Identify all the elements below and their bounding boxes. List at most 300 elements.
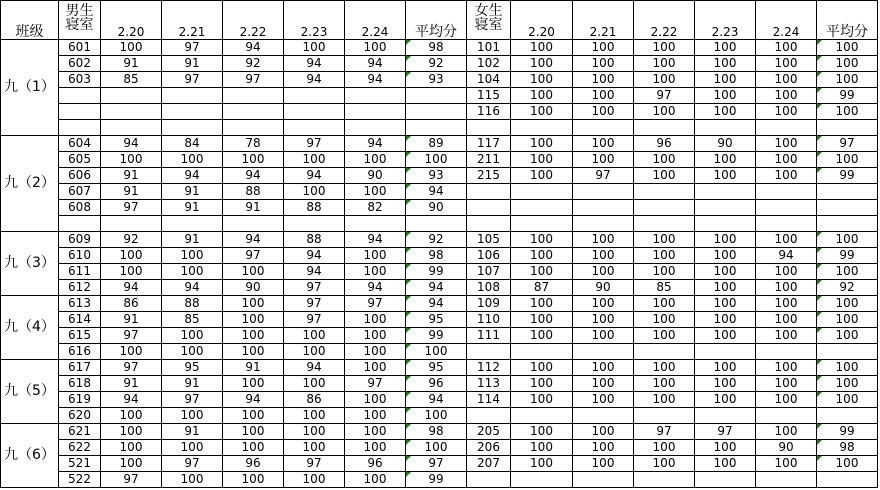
boys-average-cell: 98 [406,248,467,264]
girls-score-cell: 100 [573,136,634,152]
boys-score-cell: 100 [223,264,284,280]
boys-average-cell: 89 [406,136,467,152]
girls-room-cell: 112 [467,360,511,376]
girls-average-cell: 100 [817,328,878,344]
girls-score-cell: 90 [573,280,634,296]
girls-score-cell: 100 [756,392,817,408]
girls-score-cell: 100 [573,312,634,328]
boys-average-cell: 93 [406,72,467,88]
boys-room-cell: 605 [59,152,101,168]
header-girls-room [467,1,511,40]
girls-average-cell: 100 [817,232,878,248]
boys-score-cell: 100 [162,328,223,344]
header-average-boys: 平均分 [406,1,467,40]
boys-room-cell [59,120,101,136]
boys-score-cell: 100 [101,440,162,456]
girls-average-cell: 100 [817,392,878,408]
boys-score-cell: 91 [162,200,223,216]
girls-score-cell: 100 [756,328,817,344]
girls-room-cell: 108 [467,280,511,296]
girls-score-cell: 100 [634,232,695,248]
header-row [1,1,878,40]
girls-score-cell: 100 [573,424,634,440]
boys-score-cell [223,120,284,136]
boys-room-cell: 618 [59,376,101,392]
girls-score-cell: 100 [511,104,573,120]
boys-room-cell [59,104,101,120]
boys-average-cell: 94 [406,184,467,200]
boys-score-cell: 94 [345,136,406,152]
boys-average-cell: 90 [406,200,467,216]
girls-score-cell: 100 [511,424,573,440]
girls-average-cell [817,184,878,200]
boys-score-cell: 100 [223,376,284,392]
girls-room-cell: 116 [467,104,511,120]
boys-average-cell: 100 [406,344,467,360]
girls-score-cell [634,344,695,360]
table-row [1,472,878,488]
girls-score-cell: 100 [573,264,634,280]
table-row [1,88,878,104]
boys-score-cell: 97 [101,360,162,376]
girls-score-cell [695,344,756,360]
boys-score-cell: 91 [162,376,223,392]
boys-score-cell: 94 [223,40,284,56]
girls-score-cell [695,200,756,216]
girls-room-cell: 111 [467,328,511,344]
girls-average-cell: 99 [817,88,878,104]
class-cell: 九（3） [1,232,59,296]
boys-score-cell: 91 [223,360,284,376]
header-average-girls: 平均分 [817,1,878,40]
girls-score-cell: 100 [573,296,634,312]
table-row [1,392,878,408]
boys-average-cell: 92 [406,232,467,248]
girls-score-cell: 100 [695,248,756,264]
boys-score-cell: 100 [223,328,284,344]
boys-score-cell [162,104,223,120]
girls-room-cell: 110 [467,312,511,328]
girls-room-cell: 215 [467,168,511,184]
header-date-b3: 2.22 [223,1,284,40]
girls-room-cell: 114 [467,392,511,408]
boys-score-cell: 94 [284,56,345,72]
table-row [1,456,878,472]
table-row [1,216,878,232]
girls-score-cell: 100 [573,248,634,264]
girls-average-cell [817,344,878,360]
girls-score-cell: 100 [756,104,817,120]
boys-room-cell: 604 [59,136,101,152]
girls-score-cell [573,120,634,136]
girls-score-cell: 100 [511,232,573,248]
boys-score-cell: 100 [284,344,345,360]
girls-score-cell: 100 [756,296,817,312]
boys-score-cell [284,120,345,136]
table-row [1,328,878,344]
boys-score-cell: 100 [223,408,284,424]
boys-score-cell: 100 [345,440,406,456]
girls-score-cell: 100 [511,40,573,56]
header-class: 班级 [1,1,59,40]
girls-score-cell: 100 [756,72,817,88]
girls-score-cell: 97 [695,424,756,440]
girls-room-cell: 205 [467,424,511,440]
girls-room-cell: 104 [467,72,511,88]
boys-room-cell: 614 [59,312,101,328]
boys-score-cell: 95 [162,360,223,376]
boys-score-cell: 100 [223,472,284,488]
girls-score-cell [695,184,756,200]
boys-score-cell: 91 [101,168,162,184]
boys-room-cell: 616 [59,344,101,360]
girls-room-cell: 106 [467,248,511,264]
boys-score-cell: 91 [101,184,162,200]
boys-score-cell [101,88,162,104]
boys-room-cell: 619 [59,392,101,408]
girls-score-cell: 100 [756,280,817,296]
table-row [1,200,878,216]
boys-room-cell: 521 [59,456,101,472]
girls-score-cell [756,344,817,360]
boys-score-cell: 100 [223,152,284,168]
girls-room-cell [467,344,511,360]
girls-score-cell: 100 [634,56,695,72]
boys-room-cell [59,216,101,232]
girls-score-cell: 100 [695,168,756,184]
boys-score-cell: 97 [284,136,345,152]
boys-score-cell: 86 [284,392,345,408]
girls-score-cell: 87 [511,280,573,296]
girls-room-cell: 102 [467,56,511,72]
girls-score-cell: 100 [634,248,695,264]
boys-score-cell: 97 [101,328,162,344]
boys-score-cell: 97 [345,296,406,312]
girls-score-cell: 100 [634,168,695,184]
girls-score-cell [756,120,817,136]
boys-score-cell: 100 [345,248,406,264]
boys-score-cell [101,216,162,232]
girls-score-cell: 100 [511,88,573,104]
boys-score-cell: 100 [162,344,223,360]
table-row [1,120,878,136]
girls-score-cell: 100 [511,72,573,88]
girls-score-cell [695,408,756,424]
boys-score-cell: 100 [345,312,406,328]
boys-score-cell: 94 [345,280,406,296]
boys-score-cell: 97 [284,280,345,296]
boys-score-cell: 90 [345,168,406,184]
class-cell: 九（6） [1,424,59,488]
boys-score-cell: 100 [223,344,284,360]
girls-score-cell: 100 [511,376,573,392]
boys-score-cell: 94 [345,232,406,248]
girls-score-cell [511,200,573,216]
boys-score-cell [345,216,406,232]
girls-room-cell [467,472,511,488]
table-row [1,280,878,296]
boys-score-cell: 94 [284,360,345,376]
girls-score-cell [511,184,573,200]
boys-score-cell: 97 [162,40,223,56]
boys-room-cell [59,88,101,104]
girls-average-cell: 97 [817,136,878,152]
girls-score-cell: 100 [511,440,573,456]
girls-room-cell: 207 [467,456,511,472]
boys-score-cell: 100 [345,40,406,56]
girls-score-cell: 100 [573,56,634,72]
girls-score-cell [511,216,573,232]
boys-room-cell: 622 [59,440,101,456]
boys-score-cell [284,216,345,232]
boys-score-cell: 100 [101,248,162,264]
boys-average-cell: 97 [406,456,467,472]
boys-score-cell: 97 [162,456,223,472]
girls-room-cell: 107 [467,264,511,280]
boys-room-cell: 608 [59,200,101,216]
girls-average-cell: 100 [817,312,878,328]
girls-average-cell: 100 [817,376,878,392]
boys-score-cell: 88 [284,232,345,248]
girls-score-cell [756,184,817,200]
table-row [1,72,878,88]
header-boys-room-text: 男生 寝室 [65,3,94,33]
girls-score-cell: 100 [695,328,756,344]
header-date-g3: 2.22 [634,1,695,40]
table-row [1,408,878,424]
boys-score-cell: 100 [345,152,406,168]
girls-score-cell: 100 [756,264,817,280]
girls-score-cell: 100 [634,104,695,120]
girls-average-cell: 100 [817,152,878,168]
boys-average-cell [406,120,467,136]
boys-average-cell: 92 [406,56,467,72]
boys-score-cell: 100 [101,264,162,280]
boys-score-cell [345,104,406,120]
girls-score-cell: 100 [695,392,756,408]
boys-score-cell: 97 [284,296,345,312]
girls-score-cell [511,408,573,424]
boys-score-cell: 82 [345,200,406,216]
girls-score-cell: 100 [695,456,756,472]
boys-score-cell: 100 [284,376,345,392]
boys-average-cell: 93 [406,168,467,184]
girls-score-cell: 97 [634,88,695,104]
boys-score-cell: 78 [223,136,284,152]
girls-score-cell: 100 [634,440,695,456]
boys-score-cell [223,216,284,232]
boys-score-cell: 90 [223,280,284,296]
boys-score-cell: 100 [284,328,345,344]
boys-score-cell [162,216,223,232]
class-cell: 九（2） [1,136,59,232]
boys-score-cell: 91 [162,424,223,440]
girls-score-cell: 100 [634,72,695,88]
boys-score-cell: 100 [345,264,406,280]
girls-room-cell: 117 [467,136,511,152]
boys-score-cell [284,104,345,120]
girls-room-cell [467,184,511,200]
boys-score-cell: 100 [101,40,162,56]
girls-score-cell: 100 [695,104,756,120]
girls-score-cell: 100 [756,56,817,72]
boys-score-cell: 100 [284,424,345,440]
girls-room-cell: 206 [467,440,511,456]
boys-score-cell: 97 [101,472,162,488]
girls-score-cell: 100 [511,152,573,168]
boys-score-cell: 88 [223,184,284,200]
boys-score-cell: 94 [284,248,345,264]
boys-score-cell: 100 [345,184,406,200]
boys-score-cell: 100 [345,392,406,408]
girls-average-cell: 98 [817,440,878,456]
girls-room-cell: 105 [467,232,511,248]
boys-score-cell: 91 [162,232,223,248]
boys-average-cell: 95 [406,312,467,328]
girls-score-cell: 100 [634,40,695,56]
girls-score-cell: 100 [511,312,573,328]
boys-score-cell: 97 [284,312,345,328]
boys-score-cell [223,88,284,104]
boys-score-cell [162,88,223,104]
girls-score-cell: 100 [634,264,695,280]
boys-score-cell: 100 [284,408,345,424]
boys-score-cell: 100 [101,456,162,472]
boys-room-cell: 610 [59,248,101,264]
girls-score-cell [634,216,695,232]
boys-score-cell [162,120,223,136]
girls-score-cell: 100 [511,136,573,152]
girls-score-cell: 85 [634,280,695,296]
boys-score-cell [101,104,162,120]
girls-average-cell: 100 [817,104,878,120]
girls-score-cell: 100 [511,360,573,376]
girls-score-cell: 100 [573,40,634,56]
boys-score-cell: 84 [162,136,223,152]
girls-score-cell: 100 [511,248,573,264]
boys-score-cell: 94 [101,392,162,408]
girls-score-cell: 100 [756,152,817,168]
girls-room-cell: 115 [467,88,511,104]
boys-average-cell: 94 [406,392,467,408]
girls-score-cell: 100 [756,136,817,152]
boys-average-cell [406,216,467,232]
boys-score-cell: 91 [101,376,162,392]
girls-average-cell: 99 [817,168,878,184]
girls-score-cell: 100 [695,360,756,376]
girls-average-cell: 99 [817,248,878,264]
girls-score-cell: 100 [573,72,634,88]
boys-score-cell: 100 [345,408,406,424]
boys-score-cell [223,104,284,120]
girls-average-cell: 100 [817,360,878,376]
header-girls-room-text: 女生 寝室 [474,3,503,33]
girls-score-cell: 100 [756,88,817,104]
girls-score-cell [756,200,817,216]
boys-score-cell: 91 [162,56,223,72]
table-row [1,248,878,264]
boys-score-cell: 94 [284,168,345,184]
girls-room-cell: 113 [467,376,511,392]
boys-average-cell: 99 [406,264,467,280]
girls-room-cell: 211 [467,152,511,168]
table-row [1,424,878,440]
boys-score-cell: 94 [223,168,284,184]
boys-room-cell: 617 [59,360,101,376]
girls-room-cell [467,120,511,136]
girls-average-cell [817,120,878,136]
table-row [1,152,878,168]
girls-score-cell: 100 [756,312,817,328]
boys-average-cell: 99 [406,472,467,488]
boys-score-cell: 97 [345,376,406,392]
header-date-b1: 2.20 [101,1,162,40]
girls-score-cell: 100 [634,360,695,376]
boys-room-cell: 613 [59,296,101,312]
boys-average-cell: 94 [406,296,467,312]
girls-score-cell [695,120,756,136]
boys-score-cell: 100 [345,344,406,360]
girls-score-cell [511,472,573,488]
boys-score-cell [284,88,345,104]
boys-score-cell: 100 [101,408,162,424]
table-row [1,40,878,56]
girls-score-cell: 100 [511,456,573,472]
boys-score-cell: 100 [284,440,345,456]
girls-score-cell [634,120,695,136]
girls-score-cell: 100 [573,376,634,392]
girls-score-cell: 100 [573,440,634,456]
header-date-b4: 2.23 [284,1,345,40]
boys-score-cell: 96 [345,456,406,472]
girls-score-cell: 100 [511,56,573,72]
girls-score-cell: 100 [756,168,817,184]
girls-score-cell [695,216,756,232]
girls-score-cell [573,200,634,216]
girls-score-cell [573,472,634,488]
boys-room-cell: 620 [59,408,101,424]
boys-score-cell: 96 [223,456,284,472]
boys-score-cell: 100 [162,248,223,264]
girls-room-cell [467,408,511,424]
girls-average-cell: 92 [817,280,878,296]
girls-room-cell: 109 [467,296,511,312]
table-row [1,136,878,152]
girls-score-cell: 100 [695,440,756,456]
boys-room-cell: 601 [59,40,101,56]
boys-score-cell: 94 [162,280,223,296]
boys-score-cell: 100 [162,472,223,488]
girls-score-cell: 100 [756,376,817,392]
boys-score-cell: 97 [223,248,284,264]
girls-score-cell: 90 [756,440,817,456]
boys-room-cell: 603 [59,72,101,88]
boys-average-cell: 100 [406,152,467,168]
girls-score-cell: 94 [756,248,817,264]
boys-average-cell: 99 [406,328,467,344]
girls-score-cell: 100 [695,88,756,104]
boys-score-cell: 94 [162,168,223,184]
boys-score-cell: 94 [223,232,284,248]
girls-score-cell: 100 [511,328,573,344]
boys-score-cell: 100 [162,440,223,456]
girls-score-cell: 100 [756,424,817,440]
girls-score-cell [756,408,817,424]
table-row [1,168,878,184]
boys-score-cell: 97 [223,72,284,88]
boys-score-cell: 97 [162,72,223,88]
boys-score-cell: 100 [162,152,223,168]
